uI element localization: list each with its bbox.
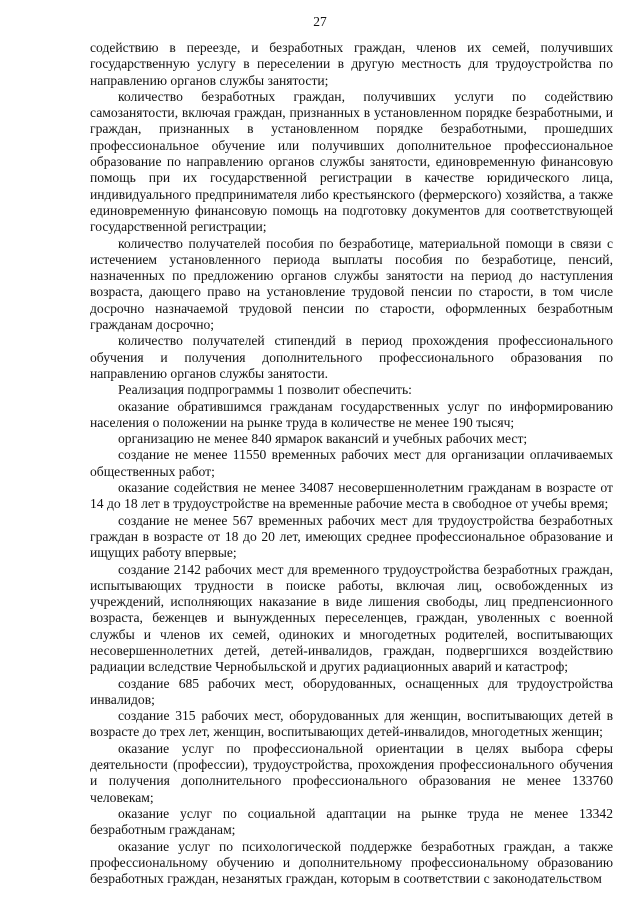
page-number: 27 — [313, 14, 327, 29]
paragraph: организацию не менее 840 ярмарок вакансий и учебных рабочих мест; — [118, 431, 528, 447]
paragraph: оказание содействия не менее 34087 несовершеннолетним гражданам в возрасте от 14 до 18 лет в трудоустройстве на временные рабочие места в свободное от учебы время; — [90, 480, 613, 512]
paragraph: создание не менее 567 временных рабочих мест для трудоустройства безработных граждан в возрасте от 18 до 20 лет, имеющих среднее профессиональное образование и ищущих работу впервые; — [90, 512, 613, 561]
paragraph: количество получателей пособия по безработице, материальной помощи в связи с истечением установленного периода выплаты пособия по безработице, пенсий, назначенных по предложению органов службы занятости на период до наступления возраста, дающего право на установление трудовой пенсии по старости, в том числе досрочно назначаемой трудовой пенсии по старости, оформленных безработным гражданам досрочно; — [90, 235, 613, 333]
paragraph: создание 315 рабочих мест, оборудованных для женщин, воспитывающих детей в возрасте до трех лет, женщин, воспитывающих детей-инвалидов, многодетных женщин; — [90, 708, 613, 740]
paragraph: оказание услуг по социальной адаптации на рынке труда не менее 13342 безработным гражданам; — [90, 805, 613, 838]
paragraph: создание 685 рабочих мест, оборудованных, оснащенных для трудоустройства инвалидов; — [90, 675, 613, 707]
paragraph: количество безработных граждан, получивших услуги по содействию самозанятости, включая граждан, признанных в установленном порядке безработными, и граждан, признанных в установленном порядке безработными, прошедших профессиональное обучение или получивших дополнительное профессиональное образование по направлению органов службы занятости, единовременную финансовую помощь при их государственной регистрации в качестве юридического лица, индивидуального предпринимателя либо крестьянского (фермерского) хозяйства, а также единовременную финансовую помощь на подготовку документов для соответствующей государственной регистрации; — [90, 88, 613, 235]
paragraph: создание 2142 рабочих мест для временного трудоустройства безработных граждан, испытывающих трудности в поиске работы, включая лиц, освобожденных из учреждений, исполняющих наказание в виде лишения свободы, лиц предпенсионного возраста, беженцев и вынужденных переселенцев, граждан, уволенных с военной службы и членов их семей, одиноких и многодетных родителей, воспитывающих несовершеннолетних детей, детей-инвалидов, граждан, подвергшихся воздействию радиации вследствие Чернобыльской и других радиационных аварий и катастроф; — [90, 561, 613, 675]
paragraph: оказание услуг по психологической поддержке безработных граждан, а также профессиональному обучению и дополнительному профессиональному образованию безработных граждан, незанятых граждан, которым в соответствии с законодательством — [90, 838, 613, 887]
paragraph: Реализация подпрограммы 1 позволит обеспечить: — [118, 382, 412, 398]
paragraph: оказание обратившимся гражданам государственных услуг по информированию населения о положении на рынке труда в количестве не менее 190 тысяч; — [90, 398, 613, 430]
paragraph: количество получателей стипендий в период прохождения профессионального обучения и получения дополнительного профессионального образования по направлению органов службы занятости. — [90, 333, 613, 381]
document-body — [90, 40, 613, 887]
paragraph: содействию в переезде, и безработных граждан, членов их семей, получивших государственную услугу в переселении в другую местность для трудоустройства по направлению органов службы занятости; — [90, 40, 613, 88]
paragraph: оказание услуг по профессиональной ориентации в целях выбора сферы деятельности (профессии), трудоустройства, прохождения профессионального обучения и получения дополнительного профессионального образования не менее 133760 человекам; — [90, 740, 613, 805]
paragraph: создание не менее 11550 временных рабочих мест для организации оплачиваемых общественных работ; — [90, 447, 613, 479]
